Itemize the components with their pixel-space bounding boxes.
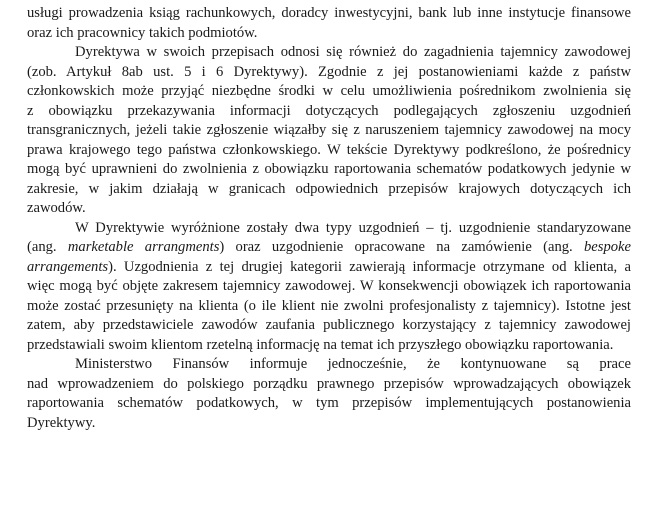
- text-line: zakresie, w jakim działają w granicach odpowiednich przepisów krajowych dotyczących ich: [27, 180, 631, 197]
- paragraph-continuation: [27, 4, 631, 43]
- text-segment: może zostać przesunięty na klienta (o ile klient nie zwolni profesjonalisty z tajemnicy). Istotne jest: [27, 297, 631, 314]
- italic-term: arrangements: [27, 258, 109, 275]
- text-line: transgranicznych, jeżeli takie zgłoszenie wiązałby się z naruszeniem tajemnicy zawodowej na mocy: [27, 122, 631, 138]
- text-segment: ). Uzgodnienia z tej drugiej kategorii zawierają informacje otrzymane od klienta, a: [108, 258, 631, 275]
- text-line: członkowskich może przyjąć niezbędne środki w celu umożliwienia pośrednikom zwolnienia się: [27, 83, 631, 99]
- text-segment: ) oraz uzgodnienie opracowane na zamówienie (ang.: [219, 239, 584, 255]
- text-line: [27, 258, 631, 278]
- text-segment: W Dyrektywie wyróżnione zostały dwa typy uzgodnień – tj. uzgodnienie standaryzowane: [75, 219, 631, 236]
- text-line: (zob. Artykuł 8ab ust. 5 i 6 Dyrektywy). Zgodnie z jej postanowieniami każde z państw: [27, 63, 631, 80]
- paragraph-arrangement-types: [27, 219, 631, 356]
- text-segment: więc mogą być objęte zakresem tajemnicy zawodowej. W konsekwencji obowiązek ich raportowania: [27, 278, 631, 294]
- text-line: [27, 297, 631, 317]
- text-line: Dyrektywa w swoich przepisach odnosi się również do zagadnienia tajemnicy zawodowej: [75, 44, 631, 60]
- text-line: nad wprowadzeniem do polskiego porządku prawnego przepisów wprowadzających obowiązek: [27, 375, 631, 392]
- text-line: raportowania schematów podatkowych, w tym przepisów implementujących postanowienia: [27, 395, 631, 411]
- text-segment: przedstawiali swoim klientom rzetelną informację na temat ich przyszłego obowiązku raportowania.: [27, 336, 614, 353]
- text-line: prawa krajowego tego państwa członkowskiego. W tekście Dyrektywy podkreślono, że pośrednicy: [27, 141, 631, 158]
- text-line: Dyrektywy.: [27, 414, 96, 431]
- text-line: [27, 219, 631, 239]
- text-line: [27, 238, 631, 258]
- paragraph-ministry-information: [27, 355, 631, 433]
- document-page: [27, 4, 631, 433]
- text-line: z obowiązku przekazywania informacji dotyczących podlegających zgłoszeniu uzgodnień: [27, 102, 631, 119]
- paragraph-professional-secrecy: [27, 43, 631, 219]
- text-line: [27, 316, 631, 336]
- text-segment: (ang.: [27, 239, 68, 255]
- text-line: Ministerstwo Finansów informuje jednocześnie, że kontynuowane są prace: [75, 356, 631, 372]
- text-line: [27, 277, 631, 297]
- text-line: usługi prowadzenia ksiąg rachunkowych, doradcy inwestycyjni, bank lub inne instytucje finansowe: [27, 5, 631, 21]
- italic-term: marketable arrangments: [67, 239, 220, 255]
- italic-term: bespoke: [583, 239, 631, 255]
- text-line: [27, 336, 631, 356]
- text-line: oraz ich pracownicy takich podmiotów.: [27, 24, 258, 41]
- text-segment: zatem, aby przedstawiciele zawodów zaufania publicznego korzystający z tajemnicy zawodowej: [27, 317, 631, 333]
- text-line: mogą być uprawnieni do zwolnienia z obowiązku raportowania schematów podatkowych jedynie w: [27, 161, 631, 177]
- text-line: zawodów.: [27, 200, 86, 216]
